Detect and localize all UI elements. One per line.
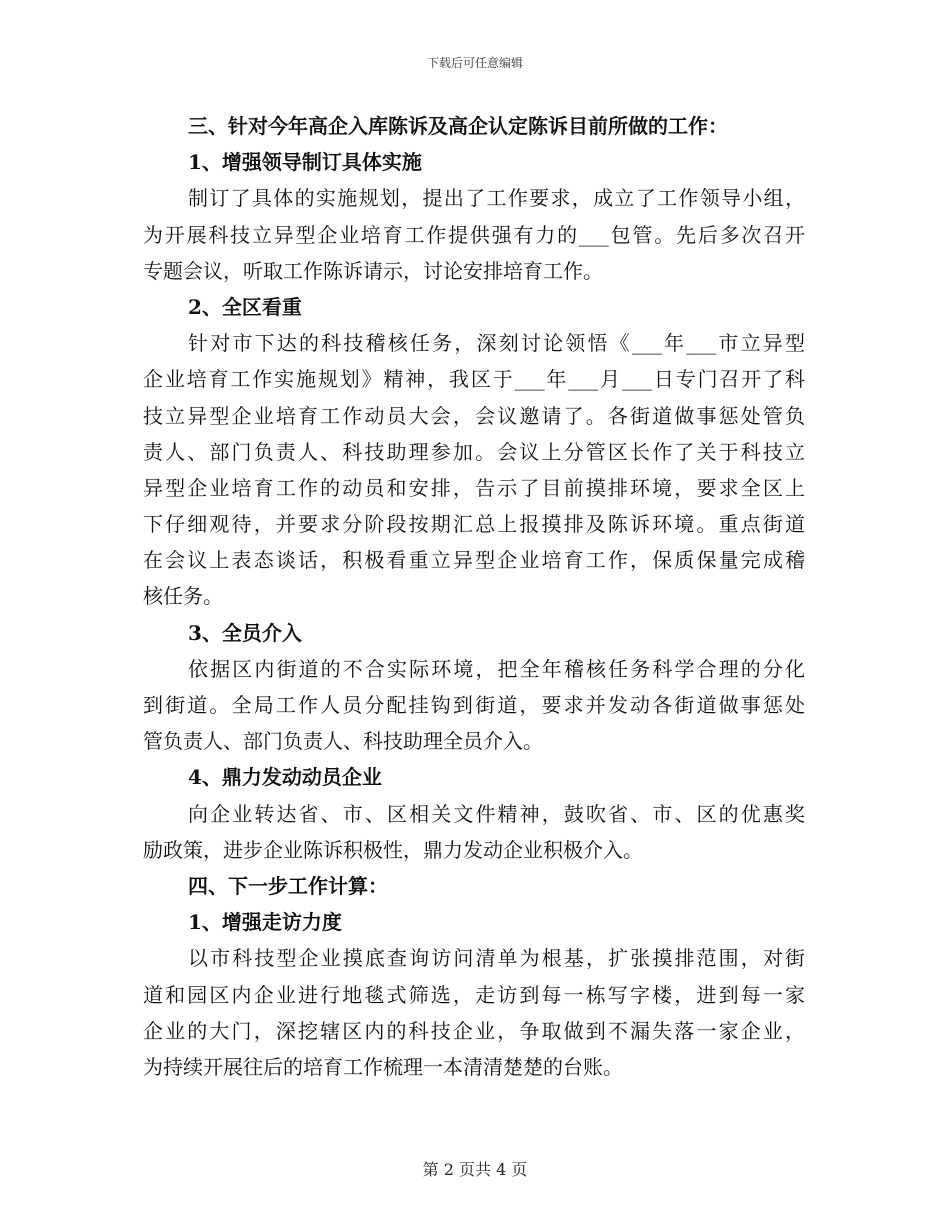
paragraph-line: 企业的大门，深挖辖区内的科技企业，争取做到不漏失落一家企业， xyxy=(143,1018,805,1043)
paragraph-line: 向企业转达省、市、区相关文件精神，鼓吹省、市、区的优惠奖 xyxy=(188,801,805,826)
document-body xyxy=(143,108,805,1085)
paragraph-line: 下仔细观待，并要求分阶段按期汇总上报摸排及陈诉环境。重点街道 xyxy=(143,512,805,537)
paragraph-line: 依据区内街道的不合实际环境，把全年稽核任务科学合理的分化 xyxy=(188,656,805,681)
paragraph-line: 在会议上表态谈话，积极看重立异型企业培育工作，保质保量完成稽 xyxy=(143,548,805,573)
subheading-3-4: 4、鼎力发动动员企业 xyxy=(188,765,382,790)
paragraph-line: 管负责人、部门负责人、科技助理全员介入。 xyxy=(143,729,543,754)
paragraph-line: 异型企业培育工作的动员和安排，告示了目前摸排环境，要求全区上 xyxy=(143,475,805,500)
subheading-3-2: 2、全区看重 xyxy=(188,294,302,319)
paragraph-line: 责人、部门负责人、科技助理参加。会议上分管区长作了关于科技立 xyxy=(143,439,805,464)
section-heading-3: 三、针对今年高企入库陈诉及高企认定陈诉目前所做的工作： xyxy=(188,114,728,138)
subheading-3-1: 1、增强领导制订具体实施 xyxy=(188,150,422,175)
paragraph-line: 道和园区内企业进行地毯式筛选，走访到每一栋写字楼，进到每一家 xyxy=(143,982,805,1007)
paragraph-line: 励政策，进步企业陈诉积极性，鼎力发动企业积极介入。 xyxy=(143,837,643,862)
paragraph-line: 企业培育工作实施规划》精神，我区于___年___月___日专门召开了科 xyxy=(143,367,805,392)
section-heading-4: 四、下一步工作计算： xyxy=(188,873,388,898)
paragraph-line: 为开展科技立异型企业培育工作提供强有力的___包管。先后多次召开 xyxy=(143,222,805,247)
paragraph-line: 核任务。 xyxy=(143,584,223,609)
paragraph-line: 为持续开展往后的培育工作梳理一本清清楚楚的台账。 xyxy=(143,1054,623,1079)
paragraph-line: 到街道。全局工作人员分配挂钩到街道，要求并发动各街道做事惩处 xyxy=(143,693,805,717)
page-number: 第 2 页共 4 页 xyxy=(422,1160,528,1179)
paragraph-line: 技立异型企业培育工作动员大会，会议邀请了。各街道做事惩处管负 xyxy=(143,403,805,428)
subheading-4-1: 1、增强走访力度 xyxy=(188,910,342,935)
subheading-3-3: 3、全员介入 xyxy=(188,620,302,645)
paragraph-line: 专题会议，听取工作陈诉请示，讨论安排培育工作。 xyxy=(143,258,603,283)
paragraph-line: 针对市下达的科技稽核任务，深刻讨论领悟《___年___市立异型 xyxy=(188,331,805,356)
paragraph-line: 以市科技型企业摸底查询访问清单为根基，扩张摸排范围，对街 xyxy=(188,946,805,971)
paragraph-line: 制订了具体的实施规划，提出了工作要求，成立了工作领导小组， xyxy=(188,186,805,211)
header-note: 下载后可任意编辑 xyxy=(426,56,523,70)
